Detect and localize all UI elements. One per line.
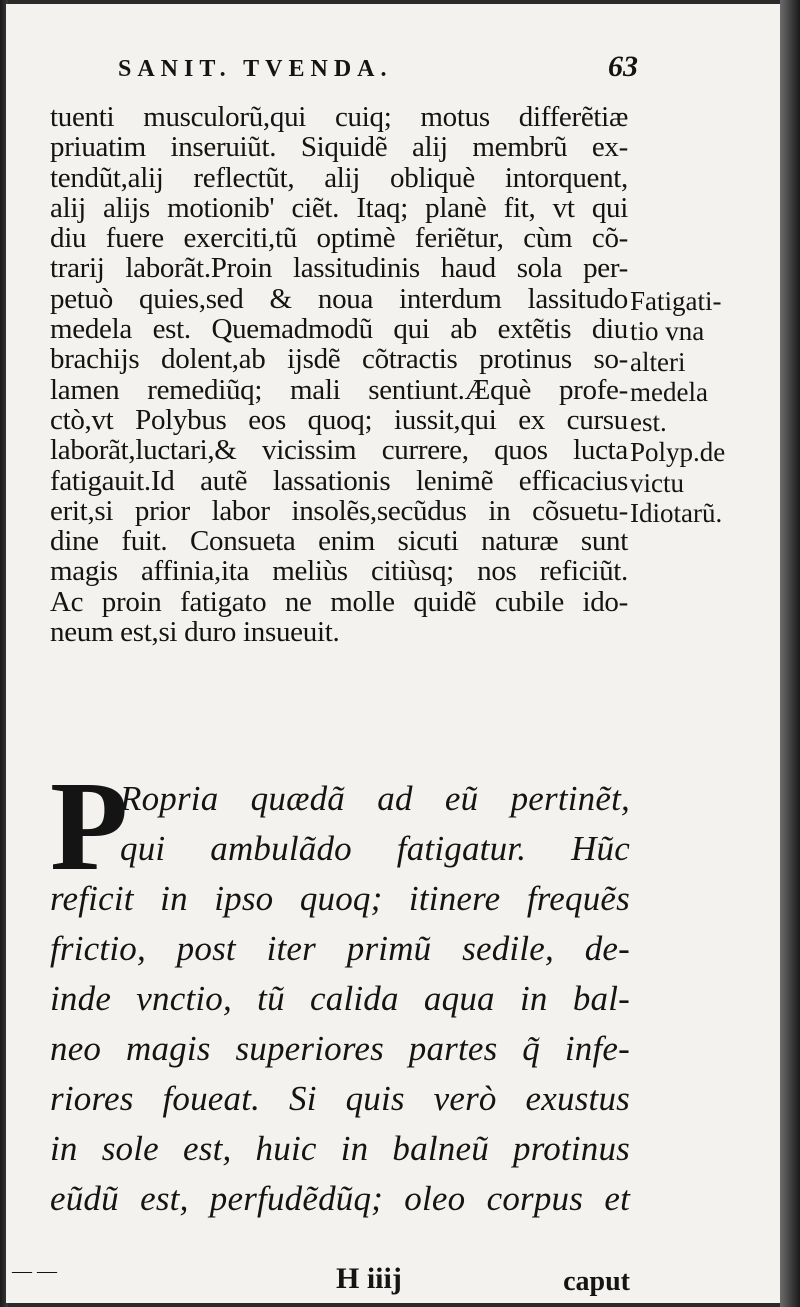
margin-note-line: victu (630, 467, 684, 498)
text-line: tendũt,alij reflectũt, alij obliquè intorquent, (50, 161, 628, 194)
text-line: tuenti musculorũ,qui cuiq; motus differẽtiæ (50, 101, 628, 133)
margin-note-line: est. (630, 407, 667, 438)
margin-note-line: Idiotarũ. (630, 498, 723, 529)
right-page-edge (780, 0, 800, 1307)
margin-note (630, 286, 780, 528)
margin-note-line: Fatigati- (630, 286, 722, 316)
text-line: magis affinia,ita meliùs citiùsq; nos reficiũt. (50, 555, 628, 588)
text-line: dine fuit. Consueta enim sicuti naturæ sunt (50, 525, 628, 558)
text-line: ctò,vt Polybus eos quoq; iussit,qui ex cursu (50, 403, 628, 436)
text-line: laborãt,luctari,& vicissim currere, quos lucta (50, 434, 628, 467)
footer-dash-mark: — — (12, 1260, 57, 1282)
italic-line: inde vnctio, tũ calida aqua in bal- (50, 979, 630, 1018)
margin-note-line: Polyp.de (630, 437, 726, 468)
text-line: alij alijs motionib' ciẽt. Itaq; planè fit, vt qui (50, 191, 628, 224)
signature-mark: H iiij (336, 1262, 402, 1295)
italic-text-block (50, 755, 630, 1224)
text-line: trarij laborãt.Proin lassitudinis haud sola per- (50, 252, 628, 285)
roman-text-block (50, 102, 628, 647)
italic-line: in sole est, huic in balneũ protinus (50, 1129, 630, 1168)
page-number: 63 (608, 50, 638, 83)
margin-note-line: medela (630, 376, 708, 407)
drop-cap: P (50, 755, 129, 897)
italic-line: riores foueat. Si quis verò exustus (50, 1079, 630, 1118)
text-line: medela est. Quemadmodũ qui ab extẽtis diu (50, 313, 628, 346)
running-head: SANIT. TVENDA. (118, 56, 393, 82)
text-line: priuatim inseruiũt. Siquidẽ alij membrũ ex- (50, 131, 628, 164)
text-line: lamen remediũq; mali sentiunt.Æquè profe- (50, 373, 628, 406)
text-line: erit,si prior labor insolẽs,secũdus in cõsuetu- (50, 494, 628, 527)
italic-line: frictio, post iter primũ sedile, de- (50, 929, 630, 968)
italic-line: neo magis superiores partes q̃ infe- (50, 1029, 630, 1068)
text-line: neum est,si duro insueuit. (50, 616, 340, 649)
book-page (6, 4, 780, 1303)
page-footer (50, 1262, 630, 1302)
margin-note-line: tio vna (630, 316, 705, 347)
text-line: brachijs dolent,ab ijsdẽ cõtractis protinus so- (50, 343, 628, 376)
page-header (118, 50, 638, 90)
catchword: caput (563, 1266, 630, 1297)
text-line: diu fuere exerciti,tũ optimè feriẽtur, cùm cõ- (50, 222, 628, 255)
margin-note-line: alteri (630, 346, 686, 377)
italic-line: eũdũ est, perfudẽdũq; oleo corpus et (50, 1179, 630, 1218)
text-line: petuò quies,sed & noua interdum lassitudo (50, 282, 628, 315)
italic-line: Ropria quædã ad eũ pertinẽt, (120, 779, 630, 818)
italic-line: qui ambulãdo fatigatur. Hũc (120, 829, 630, 868)
text-line: Ac proin fatigato ne molle quidẽ cubile ido- (50, 585, 628, 618)
italic-line: reficit in ipso quoq; itinere frequẽs (50, 879, 630, 918)
text-line: fatigauit.Id autẽ lassationis lenimẽ efficacius (50, 464, 628, 497)
